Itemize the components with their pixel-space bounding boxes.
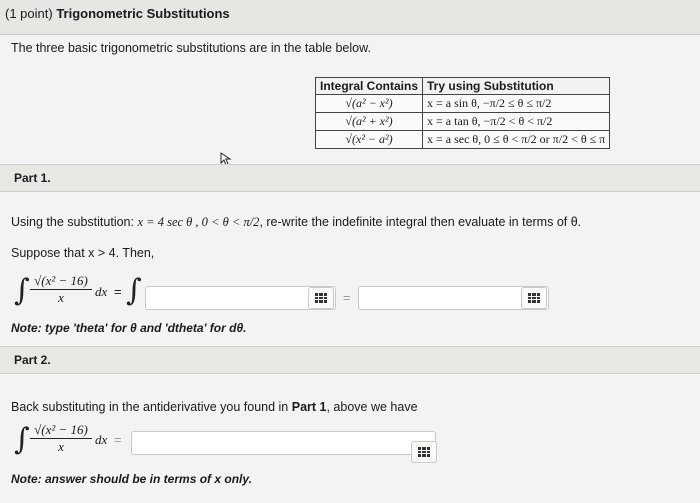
- equals-sign: =: [114, 284, 122, 299]
- problem-header: [0, 0, 700, 35]
- x-antiderivative-input[interactable]: [131, 431, 436, 455]
- instruction-suffix: , above we have: [326, 400, 418, 414]
- contains-cell: √(x² − a²): [316, 131, 423, 149]
- integral-sign-answer: ∫: [126, 273, 142, 308]
- integrand-numerator: √(x² − 16): [30, 273, 92, 290]
- table-row: [316, 113, 610, 131]
- problem-title: [5, 6, 230, 21]
- instruction-prefix: Using the substitution:: [11, 215, 138, 229]
- instruction-suffix: , re-write the indefinite integral then evaluate in terms of θ.: [259, 215, 582, 229]
- math-keyboard-button-3[interactable]: [411, 441, 437, 463]
- header-integral-contains: Integral Contains: [316, 78, 423, 95]
- keypad-icon: [528, 293, 540, 303]
- contains-cell: √(a² + x²): [316, 113, 423, 131]
- keypad-icon: [315, 293, 327, 303]
- part1-note: Note: type 'theta' for θ and 'dtheta' for dθ.: [11, 321, 247, 335]
- integrand-fraction: [30, 273, 92, 306]
- part2-note: Note: answer should be in terms of x only.: [11, 472, 252, 486]
- math-keyboard-button-1[interactable]: [308, 287, 334, 309]
- integrand-fraction: [30, 422, 92, 455]
- suppose-text: Suppose that x > 4. Then,: [11, 246, 155, 260]
- instruction-prefix: Back substituting in the antiderivative you found in: [11, 400, 292, 414]
- part1-instruction: [11, 215, 581, 230]
- table-row: [316, 131, 610, 149]
- part1-label: Part 1.: [14, 171, 51, 185]
- table-row: [316, 95, 610, 113]
- part1-header: [0, 164, 700, 192]
- equals-sign: =: [114, 432, 122, 447]
- dx-label: dx: [95, 432, 108, 447]
- part2-header: [0, 346, 700, 374]
- integrand-denominator: x: [58, 290, 64, 305]
- integral-sign: ∫: [14, 273, 30, 308]
- points-label: (1 point): [5, 6, 53, 21]
- title-text: Trigonometric Substitutions: [56, 6, 230, 21]
- part2-label: Part 2.: [14, 353, 51, 367]
- instruction-bold: Part 1: [291, 400, 327, 414]
- substitution-table: [315, 77, 610, 149]
- substitution-cell: x = a tan θ, −π/2 < θ < π/2: [423, 113, 610, 131]
- substitution-expression: x = 4 sec θ , 0 < θ < π/2: [137, 215, 260, 229]
- dx-label: dx: [95, 284, 108, 299]
- part2-instruction: [11, 400, 418, 414]
- contains-cell: √(a² − x²): [316, 95, 423, 113]
- substitution-cell: x = a sec θ, 0 ≤ θ < π/2 or π/2 < θ ≤ π: [423, 131, 610, 149]
- math-keyboard-button-2[interactable]: [521, 287, 547, 309]
- table-header-row: [316, 78, 610, 95]
- integral-sign: ∫: [14, 422, 30, 457]
- integrand-denominator: x: [58, 439, 64, 454]
- keypad-icon: [418, 447, 430, 457]
- integrand-numerator: √(x² − 16): [30, 422, 92, 439]
- header-try-substitution: Try using Substitution: [423, 78, 610, 95]
- intro-text: The three basic trigonometric substitutions are in the table below.: [11, 41, 371, 55]
- equals-sign-2: =: [343, 290, 351, 305]
- substitution-cell: x = a sin θ, −π/2 ≤ θ ≤ π/2: [423, 95, 610, 113]
